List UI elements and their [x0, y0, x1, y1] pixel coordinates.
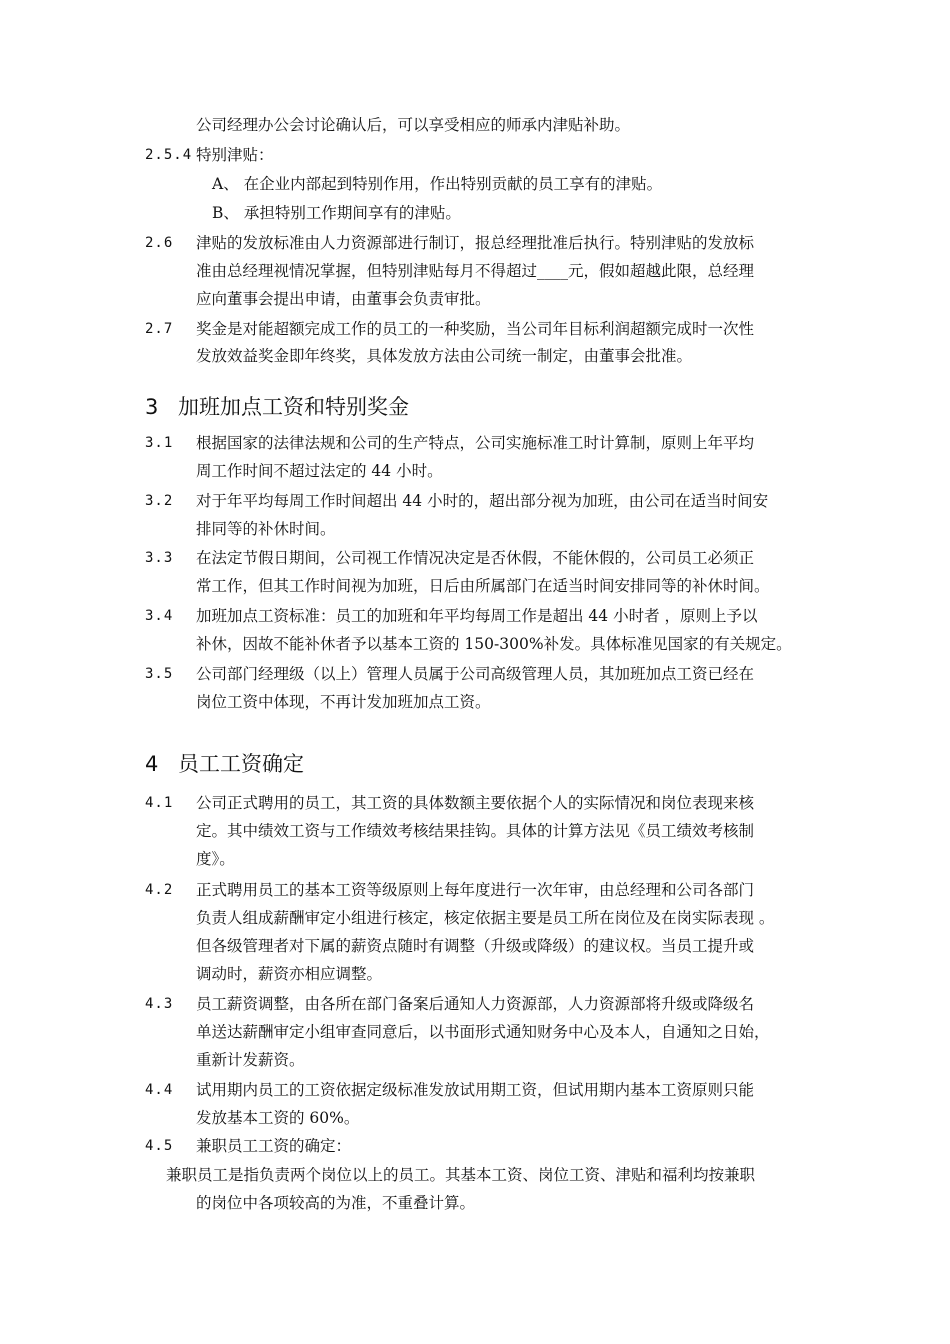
section-number: 2.7 — [145, 321, 174, 337]
paragraph-line: 的岗位中各项较高的为准，不重叠计算。 — [196, 1194, 476, 1212]
paragraph-line: 津贴的发放标准由人力资源部进行制订，报总经理批准后执行。特别津贴的发放标 — [196, 234, 755, 252]
paragraph-line: 重新计发薪资。 — [196, 1051, 305, 1069]
paragraph-line: 公司部门经理级（以上）管理人员属于公司高级管理人员，其加班加点工资已经在 — [196, 665, 755, 683]
paragraph-line: 正式聘用员工的基本工资等级原则上每年度进行一次年审，由总经理和公司各部门 — [196, 881, 755, 899]
paragraph-line: 公司正式聘用的员工，其工资的具体数额主要依据个人的实际情况和岗位表现来核 — [196, 794, 755, 812]
paragraph-line: 对于年平均每周工作时间超出 44 小时的，超出部分视为加班，由公司在适当时间安 — [196, 492, 769, 510]
paragraph-line: 公司经理办公会讨论确认后，可以享受相应的师承内津贴补助。 — [196, 116, 631, 134]
heading-number: 3 — [145, 395, 159, 419]
section-title: 特别津贴： — [196, 146, 274, 164]
paragraph-line: 单送达薪酬审定小组审查同意后，以书面形式通知财务中心及本人，自通知之日始， — [196, 1023, 770, 1041]
section-number: 3.4 — [145, 608, 174, 624]
section-heading: 员工工资确定 — [178, 752, 304, 776]
paragraph-line: 岗位工资中体现，不再计发加班加点工资。 — [196, 693, 491, 711]
section-number: 4.5 — [145, 1138, 174, 1154]
paragraph-line: 排同等的补休时间。 — [196, 520, 336, 538]
paragraph-line: 员工薪资调整，由各所在部门备案后通知人力资源部，人力资源部将升级或降级名 — [196, 995, 755, 1013]
list-item: B、 承担特别工作期间享有的津贴。 — [212, 204, 461, 222]
paragraph-line: 调动时，薪资亦相应调整。 — [196, 965, 383, 983]
paragraph-line: 应向董事会提出申请，由董事会负责审批。 — [196, 290, 491, 308]
section-number: 4.1 — [145, 795, 174, 811]
section-number: 3.5 — [145, 666, 174, 682]
paragraph-line: 准由总经理视情况掌握，但特别津贴每月不得超过____元，假如超越此限，总经理 — [196, 262, 755, 280]
paragraph-line: 兼职员工是指负责两个岗位以上的员工。其基本工资、岗位工资、津贴和福利均按兼职 — [166, 1166, 756, 1184]
paragraph-line: 负责人组成薪酬审定小组进行核定，核定依据主要是员工所在岗位及在岗实际表现 。 — [196, 909, 775, 927]
section-number: 3.3 — [145, 550, 174, 566]
paragraph-line: 加班加点工资标准：员工的加班和年平均每周工作是超出 44 小时者 ，原则上予以 — [196, 607, 758, 625]
paragraph-line: 发放基本工资的 60%。 — [196, 1109, 360, 1127]
section-number: 4.3 — [145, 996, 174, 1012]
heading-number: 4 — [145, 752, 159, 776]
paragraph-line: 补休，因故不能补休者予以基本工资的 150-300%补发。具体标准见国家的有关规定。 — [196, 635, 792, 653]
paragraph-line: 发放效益奖金即年终奖，具体发放方法由公司统一制定，由董事会批准。 — [196, 347, 693, 365]
section-title: 兼职员工工资的确定： — [196, 1137, 352, 1155]
section-number: 3.1 — [145, 435, 174, 451]
paragraph-line: 度》。 — [196, 850, 235, 868]
paragraph-line: 常工作，但其工作时间视为加班，日后由所属部门在适当时间安排同等的补休时间。 — [196, 577, 770, 595]
section-number: 2.5.4 — [145, 147, 193, 163]
paragraph-line: 在法定节假日期间，公司视工作情况决定是否休假，不能休假的，公司员工必须正 — [196, 549, 755, 567]
paragraph-line: 试用期内员工的工资依据定级标准发放试用期工资，但试用期内基本工资原则只能 — [196, 1081, 755, 1099]
section-number: 3.2 — [145, 493, 174, 509]
paragraph-line: 定。其中绩效工资与工作绩效考核结果挂钩。具体的计算方法见《员工绩效考核制 — [196, 822, 755, 840]
section-number: 2.6 — [145, 235, 174, 251]
paragraph-line: 周工作时间不超过法定的 44 小时。 — [196, 462, 443, 480]
section-number: 4.4 — [145, 1082, 174, 1098]
section-number: 4.2 — [145, 882, 174, 898]
section-heading: 加班加点工资和特别奖金 — [178, 395, 409, 419]
paragraph-line: 奖金是对能超额完成工作的员工的一种奖励，当公司年目标利润超额完成时一次性 — [196, 320, 755, 338]
paragraph-line: 根据国家的法律法规和公司的生产特点，公司实施标准工时计算制，原则上年平均 — [196, 434, 755, 452]
paragraph-line: 但各级管理者对下属的薪资点随时有调整（升级或降级）的建议权。当员工提升或 — [196, 937, 755, 955]
list-item: A、 在企业内部起到特别作用，作出特别贡献的员工享有的津贴。 — [212, 175, 663, 193]
